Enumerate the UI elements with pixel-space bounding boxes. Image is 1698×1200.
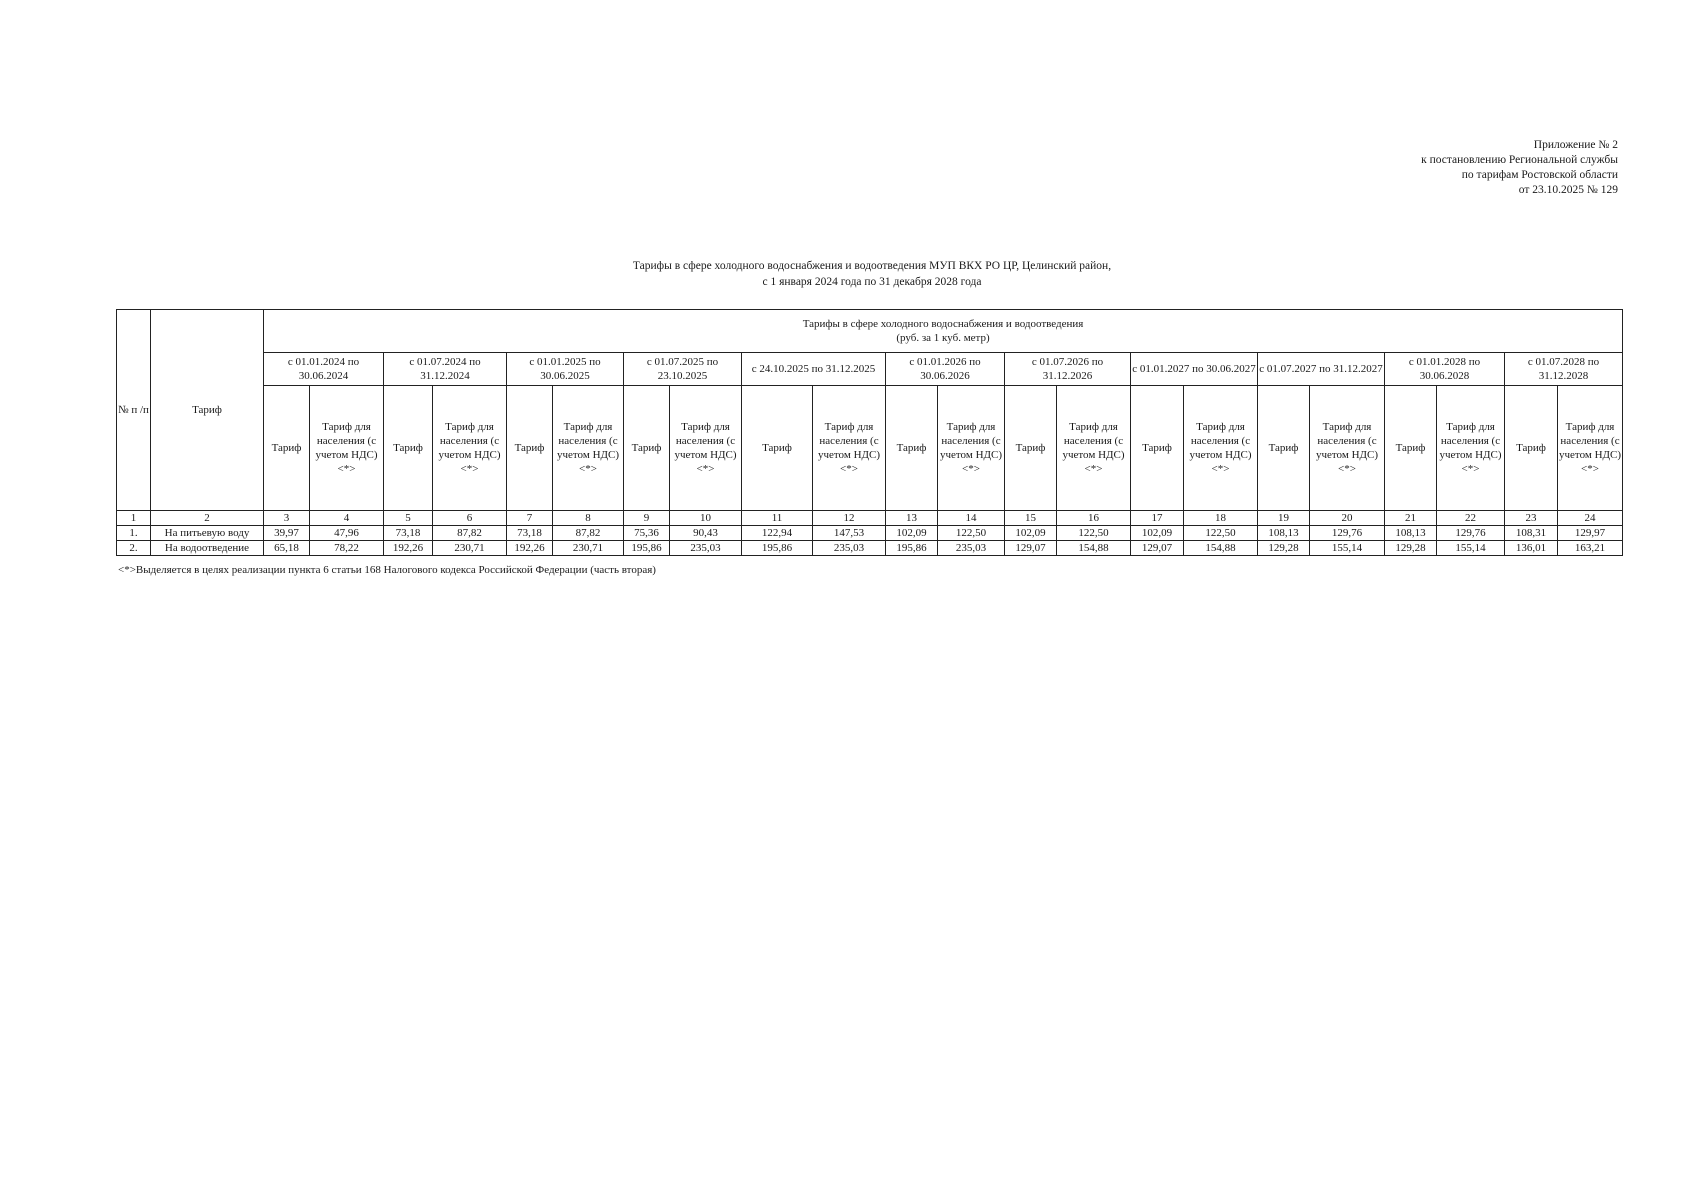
column-number-cell: 21 [1385,511,1437,526]
column-number-cell: 10 [670,511,742,526]
subheader-tariff: Тариф [1505,386,1558,511]
row-number-cell: 1. [117,526,151,541]
column-number-cell: 5 [384,511,433,526]
tariff-value-cell: 235,03 [670,541,742,556]
appendix-line: от 23.10.2025 № 129 [1518,184,1618,196]
period-header: с 01.01.2025 по 30.06.2025 [507,353,624,386]
tariff-value-cell: 78,22 [310,541,384,556]
appendix-line: к постановлению Региональной службы [1421,154,1618,166]
title-line: с 1 января 2024 года по 31 декабря 2028 года [762,276,982,288]
tariff-value-cell: 122,50 [938,526,1005,541]
tariff-value-cell: 129,07 [1131,541,1184,556]
subheader-tariff: Тариф [1131,386,1184,511]
group-header-title: Тарифы в сфере холодного водоснабжения и водоотведения [802,318,1084,330]
column-number-cell: 2 [151,511,264,526]
tariff-value-cell: 65,18 [264,541,310,556]
tariff-value-cell: 87,82 [553,526,624,541]
group-header [264,310,1623,353]
column-number-cell: 7 [507,511,553,526]
column-number-cell: 15 [1005,511,1057,526]
tariff-value-cell: 195,86 [742,541,813,556]
subheader-population-tariff: Тариф для населения (с учетом НДС) <*> [1558,386,1623,511]
appendix-line: по тарифам Ростовской области [1461,169,1618,181]
period-header: с 01.01.2026 по 30.06.2026 [886,353,1005,386]
tariff-value-cell: 102,09 [886,526,938,541]
column-number-cell: 19 [1258,511,1310,526]
tariff-value-cell: 195,86 [886,541,938,556]
tariff-value-cell: 108,31 [1505,526,1558,541]
tariff-value-cell: 90,43 [670,526,742,541]
period-header: с 01.07.2026 по 31.12.2026 [1005,353,1131,386]
tariff-value-cell: 154,88 [1057,541,1131,556]
subheader-tariff: Тариф [1385,386,1437,511]
tariff-value-cell: 73,18 [384,526,433,541]
subheader-tariff: Тариф [507,386,553,511]
tariff-value-cell: 147,53 [813,526,886,541]
tariff-value-cell: 108,13 [1258,526,1310,541]
subheader-population-tariff: Тариф для населения (с учетом НДС) <*> [433,386,507,511]
tariff-value-cell: 108,13 [1385,526,1437,541]
tariff-value-cell: 129,97 [1558,526,1623,541]
column-number-cell: 22 [1437,511,1505,526]
column-number-cell: 18 [1184,511,1258,526]
subheader-tariff: Тариф [264,386,310,511]
tariff-value-cell: 129,07 [1005,541,1057,556]
subheader-population-tariff: Тариф для населения (с учетом НДС) <*> [1057,386,1131,511]
tariff-value-cell: 129,76 [1310,526,1385,541]
subheader-tariff: Тариф [742,386,813,511]
table-row [117,526,1623,541]
column-number-cell: 9 [624,511,670,526]
tariff-value-cell: 192,26 [384,541,433,556]
period-header: с 01.07.2028 по 31.12.2028 [1505,353,1623,386]
tariff-value-cell: 47,96 [310,526,384,541]
tariff-value-cell: 129,76 [1437,526,1505,541]
column-number-cell: 14 [938,511,1005,526]
tariff-value-cell: 155,14 [1437,541,1505,556]
period-header: с 24.10.2025 по 31.12.2025 [742,353,886,386]
column-number-cell: 23 [1505,511,1558,526]
subheader-population-tariff: Тариф для населения (с учетом НДС) <*> [1184,386,1258,511]
tariff-value-cell: 122,50 [1057,526,1131,541]
tariff-value-cell: 122,94 [742,526,813,541]
tariff-value-cell: 155,14 [1310,541,1385,556]
column-number-cell: 3 [264,511,310,526]
row-name-cell: На питьевую воду [151,526,264,541]
subheader-tariff: Тариф [1258,386,1310,511]
subheader-population-tariff: Тариф для населения (с учетом НДС) <*> [1437,386,1505,511]
tariff-value-cell: 39,97 [264,526,310,541]
row-number-cell: 2. [117,541,151,556]
column-number-cell: 11 [742,511,813,526]
column-number-cell: 12 [813,511,886,526]
column-number-cell: 20 [1310,511,1385,526]
subheader-tariff: Тариф [1005,386,1057,511]
footnote: <*>Выделяется в целях реализации пункта 6 статьи 168 Налогового кодекса Российской Федерации (часть вторая) [118,564,656,576]
column-number-cell: 16 [1057,511,1131,526]
column-number-cell: 6 [433,511,507,526]
subheader-tariff: Тариф [886,386,938,511]
period-header: с 01.01.2028 по 30.06.2028 [1385,353,1505,386]
subheader-population-tariff: Тариф для населения (с учетом НДС) <*> [813,386,886,511]
column-number-cell: 17 [1131,511,1184,526]
column-number-cell: 24 [1558,511,1623,526]
tariff-value-cell: 235,03 [813,541,886,556]
subheader-population-tariff: Тариф для населения (с учетом НДС) <*> [938,386,1005,511]
appendix-line: Приложение № 2 [1533,139,1618,151]
tariff-value-cell: 102,09 [1005,526,1057,541]
tariff-value-cell: 129,28 [1258,541,1310,556]
tariff-value-cell: 154,88 [1184,541,1258,556]
document-title [0,258,1698,290]
tariff-value-cell: 75,36 [624,526,670,541]
column-number-cell: 8 [553,511,624,526]
tariff-value-cell: 163,21 [1558,541,1623,556]
tariff-value-cell: 122,50 [1184,526,1258,541]
subheader-tariff: Тариф [624,386,670,511]
tariff-value-cell: 73,18 [507,526,553,541]
tariff-value-cell: 235,03 [938,541,1005,556]
period-header: с 01.07.2025 по 23.10.2025 [624,353,742,386]
subheader-population-tariff: Тариф для населения (с учетом НДС) <*> [670,386,742,511]
column-number-cell: 13 [886,511,938,526]
row-name-cell: На водоотведение [151,541,264,556]
table-row [117,541,1623,556]
tariff-value-cell: 87,82 [433,526,507,541]
column-number-cell: 4 [310,511,384,526]
tariff-table [116,309,1623,556]
subheader-tariff: Тариф [384,386,433,511]
tariff-value-cell: 129,28 [1385,541,1437,556]
column-number-cell: 1 [117,511,151,526]
subheader-population-tariff: Тариф для населения (с учетом НДС) <*> [310,386,384,511]
period-header: с 01.01.2027 по 30.06.2027 [1131,353,1258,386]
tariff-value-cell: 230,71 [553,541,624,556]
appendix-block [1421,138,1618,198]
period-header: с 01.07.2024 по 31.12.2024 [384,353,507,386]
group-header-unit: (руб. за 1 куб. метр) [896,332,990,344]
subheader-population-tariff: Тариф для населения (с учетом НДС) <*> [1310,386,1385,511]
subheader-population-tariff: Тариф для населения (с учетом НДС) <*> [553,386,624,511]
column-header-number: № п /п [117,310,151,511]
column-header-tariff: Тариф [151,310,264,511]
tariff-value-cell: 102,09 [1131,526,1184,541]
period-header: с 01.07.2027 по 31.12.2027 [1258,353,1385,386]
tariff-value-cell: 136,01 [1505,541,1558,556]
period-header: с 01.01.2024 по 30.06.2024 [264,353,384,386]
tariff-value-cell: 195,86 [624,541,670,556]
tariff-value-cell: 192,26 [507,541,553,556]
title-line: Тарифы в сфере холодного водоснабжения и водоотведения МУП ВКХ РО ЦР, Целинский район, [632,260,1112,272]
tariff-value-cell: 230,71 [433,541,507,556]
